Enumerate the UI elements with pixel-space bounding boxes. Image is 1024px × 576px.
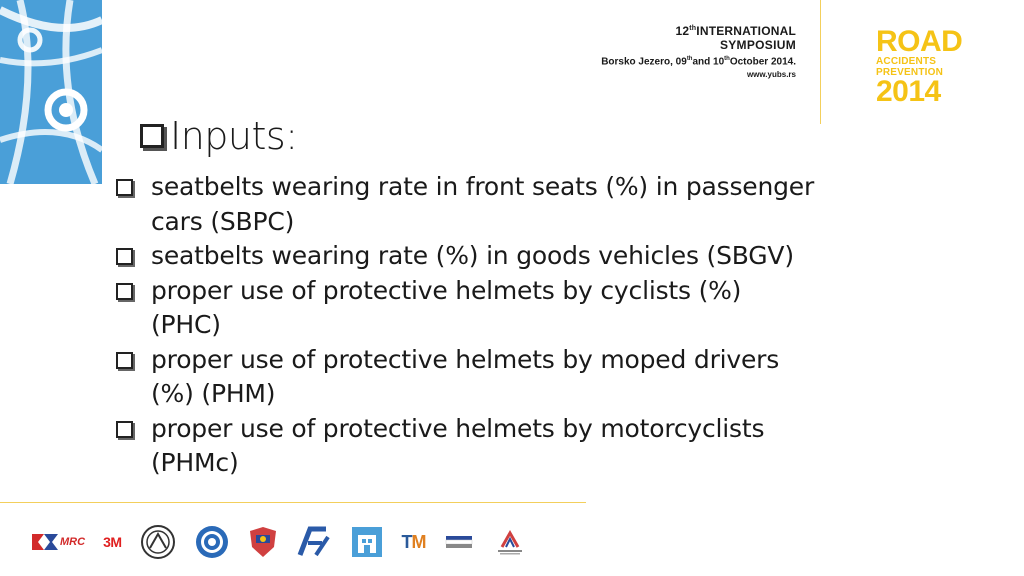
symposium-header — [540, 22, 796, 81]
checkbox-bullet-icon — [116, 421, 133, 438]
checkbox-bullet-icon — [116, 283, 133, 300]
list-item — [116, 274, 816, 343]
bullet-text: proper use of protective helmets by motorcyclists (PHMc) — [151, 413, 765, 477]
road-accidents-prevention-logo — [876, 25, 976, 108]
building-logo — [350, 522, 384, 562]
list-item — [116, 239, 816, 274]
checkbox-bullet-icon — [116, 248, 133, 265]
mrc-logo: MRC — [30, 522, 85, 562]
symposium-website: www.yubs.rs — [746, 70, 796, 80]
symposium-title-line1: 12thINTERNATIONAL — [675, 24, 796, 38]
3m-logo: 3M — [103, 534, 122, 550]
list-item — [116, 170, 816, 239]
road-safety-agency-logo — [492, 522, 528, 562]
slide-title: Inputs: — [170, 114, 298, 158]
logo-line-year: 2014 — [876, 75, 941, 108]
footer-rule — [0, 502, 586, 503]
bullet-text: proper use of protective helmets by moped drivers (%) (PHM) — [151, 344, 780, 408]
seal-logo — [140, 522, 176, 562]
checkbox-bullet-icon — [116, 352, 133, 369]
list-item — [116, 412, 816, 481]
logo-line-accidents: ACCIDENTS — [876, 56, 937, 67]
list-item — [116, 343, 816, 412]
logo-line-prevention: PREVENTION — [876, 67, 944, 78]
checkbox-bullet-icon — [116, 179, 133, 196]
flag-logo — [444, 522, 474, 562]
tm-logo: TM — [401, 531, 426, 552]
fz-logo — [296, 522, 332, 562]
blue-rings-logo — [194, 522, 230, 562]
sponsor-logo-strip — [30, 520, 528, 564]
logo-line-road: ROAD — [876, 25, 963, 58]
header-divider — [820, 0, 821, 124]
symposium-dates: Borsko Jezero, 09thand 10thOctober 2014. — [601, 56, 796, 68]
slide-title-row — [140, 112, 298, 160]
inputs-bullet-list — [116, 170, 816, 481]
shield-logo — [248, 522, 278, 562]
bullet-text: seatbelts wearing rate in front seats (%) in passenger cars (SBPC) — [151, 172, 815, 236]
bullet-text: proper use of protective helmets by cyclists (%) (PHC) — [151, 275, 742, 339]
bullet-text: seatbelts wearing rate (%) in goods vehicles (SBGV) — [151, 241, 794, 270]
corner-road-graphic — [0, 0, 102, 184]
symposium-title-line2: SYMPOSIUM — [719, 38, 796, 52]
checkbox-bullet-icon — [140, 124, 164, 148]
